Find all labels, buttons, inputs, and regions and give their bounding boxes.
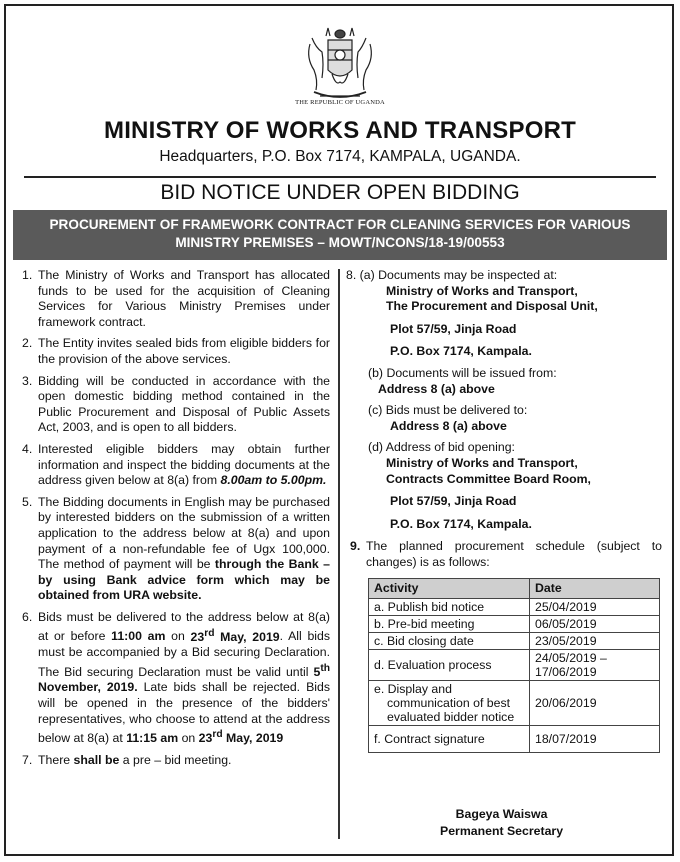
clause-8c-value: Address 8 (a) above [390, 418, 507, 433]
clause-8b-value: Address 8 (a) above [378, 381, 495, 396]
clause-text-part: Late bids shall be rejected. Bids will be opened in the presence of the bidders' representatives, who choose to attend at the address below at 8(a) at [38, 680, 330, 746]
address-line: P.O. Box 7174, Kampala. [390, 516, 532, 531]
ordinal-suffix: th [320, 662, 330, 674]
signatory-name: Bageya Waiswa [455, 807, 548, 821]
deadline-day: 23 [190, 629, 205, 644]
clause-text [38, 442, 330, 489]
clause-number: 6. [22, 609, 33, 624]
address-line: Plot 57/59, Jinja Road [390, 321, 517, 336]
clause-number: 5. [22, 494, 33, 509]
clause-4 [22, 442, 330, 489]
clause-text-part: . All bids must be accompanied by a Bid securing Declaration. The Bid securing Declaration must be valid until [38, 629, 331, 679]
inspection-hours: 8.00am to 5.00pm. [220, 473, 327, 488]
clause-8b-label: (b) Documents will be issued from: [368, 365, 557, 380]
address-line: The Procurement and Disposal Unit, [386, 299, 598, 314]
activity-cell: f. Contract signature [369, 726, 530, 753]
clause-text: Bidding will be conducted in accordance with the open domestic bidding method contained in the Public Procurement and Disposal of Public Assets Act, 2003, and is open to all bidders. [38, 373, 330, 435]
clause-8c-label: (c) Bids must be delivered to: [368, 403, 528, 418]
clause-text-part: a pre – bid meeting. [119, 752, 232, 767]
clause-6 [22, 610, 330, 747]
headquarters-address: Headquarters, P.O. Box 7174, KAMPALA, UGANDA. [159, 148, 521, 165]
crest-caption: THE REPUBLIC OF UGANDA [295, 99, 385, 106]
notice-title: BID NOTICE UNDER OPEN BIDDING [160, 181, 520, 204]
clause-number: 7. [22, 752, 33, 767]
address-line: Ministry of Works and Transport, [386, 455, 578, 470]
date-header: Date [530, 578, 660, 599]
ministry-title: MINISTRY OF WORKS AND TRANSPORT [104, 117, 576, 144]
address-line: Ministry of Works and Transport, [386, 283, 578, 298]
address-line: Plot 57/59, Jinja Road [390, 494, 517, 509]
table-row [369, 681, 660, 726]
clause-number: 4. [22, 441, 33, 456]
procurement-schedule-table [368, 578, 660, 754]
clause-2 [22, 336, 330, 367]
table-row [369, 616, 660, 633]
clause-text [38, 495, 330, 604]
table-header-row [369, 578, 660, 599]
validity-month-year: November, 2019. [38, 680, 138, 695]
banner-line-1: PROCUREMENT OF FRAMEWORK CONTRACT FOR CLEANING SERVICES FOR VARIOUS [49, 217, 631, 232]
deadline-time: 11:00 am [111, 629, 166, 644]
activity-cell: b. Pre-bid meeting [369, 616, 530, 633]
opening-month-year: May, 2019 [222, 731, 284, 746]
clause-text-part: The Bidding documents in English may be purchased by interested bidders on the submission of a written application to the address below at 8(a) and upon payment of a non-refundable fee of Ugx 100,000. The method of payment will be [38, 494, 330, 572]
clause-number: 9. [350, 539, 361, 554]
clause-1 [22, 268, 330, 330]
procurement-banner [13, 210, 667, 260]
address-line: P.O. Box 7174, Kampala. [390, 344, 532, 359]
coat-of-arms-emblem [292, 24, 388, 108]
clause-7 [22, 753, 330, 769]
date-cell: 25/04/2019 [530, 599, 660, 616]
activity-cell: a. Publish bid notice [369, 599, 530, 616]
clause-number: 3. [22, 373, 33, 388]
table-row [369, 633, 660, 650]
opening-day: 23 [198, 731, 213, 746]
table-row [369, 599, 660, 616]
clause-text [38, 610, 330, 747]
clause-emphasis: shall be [73, 752, 120, 767]
clause-text: The planned procurement schedule (subject to changes) is as follows: [366, 539, 662, 569]
activity-header: Activity [369, 578, 530, 599]
clause-3 [22, 374, 330, 436]
clause-number: 2. [22, 336, 33, 351]
date-cell: 18/07/2019 [530, 726, 660, 753]
clause-text-part: on [165, 629, 191, 644]
left-column [22, 268, 330, 775]
ordinal-suffix: rd [204, 627, 215, 639]
deadline-month-year: May, 2019 [214, 629, 280, 644]
signature-block [440, 806, 563, 840]
date-cell: 24/05/2019 – 17/06/2019 [530, 650, 660, 681]
date-cell: 23/05/2019 [530, 633, 660, 650]
signatory-title: Permanent Secretary [440, 824, 564, 838]
table-row [369, 650, 660, 681]
clause-text-part: There [38, 752, 74, 767]
header-divider [24, 176, 656, 178]
opening-time: 11:15 am [126, 731, 179, 746]
payment-method: through the Bank – by using Bank advice form which may be obtained from URA website. [38, 557, 330, 603]
banner-line-2: MINISTRY PREMISES – MOWT/NCONS/18-19/00553 [175, 235, 505, 250]
date-cell: 20/06/2019 [530, 681, 660, 726]
column-divider [338, 269, 340, 839]
clause-text-part: Bids must be delivered to the address below at 8(a) at or before [38, 609, 330, 644]
right-column [346, 268, 662, 753]
validity-day: 5 [313, 664, 321, 679]
clause-text-part: on [178, 731, 199, 746]
clause-text: The Entity invites sealed bids from eligible bidders for the provision of the above services. [38, 336, 330, 366]
address-line: Contracts Committee Board Room, [386, 471, 591, 486]
table-row [369, 726, 660, 753]
activity-cell: d. Evaluation process [369, 650, 530, 681]
clause-text: The Ministry of Works and Transport has allocated funds to be used for the acquisition of Cleaning Services for Various Ministry Premises under framework contract. [38, 268, 330, 329]
activity-cell: c. Bid closing date [369, 633, 530, 650]
clause-number: 1. [22, 268, 33, 282]
date-cell: 06/05/2019 [530, 616, 660, 633]
clause-text-part: Interested eligible bidders may obtain further information and inspect the bidding documents at the address given below at 8(a) from [38, 441, 330, 488]
ordinal-suffix: rd [212, 729, 223, 741]
activity-cell: e. Display and communication of best evaluated bidder notice [369, 681, 530, 726]
clause-9 [350, 539, 662, 570]
clause-text [38, 753, 330, 769]
clause-8d-label: (d) Address of bid opening: [368, 440, 515, 455]
clause-5 [22, 495, 330, 604]
clause-8a-label: 8. (a) Documents may be inspected at: [346, 268, 558, 282]
